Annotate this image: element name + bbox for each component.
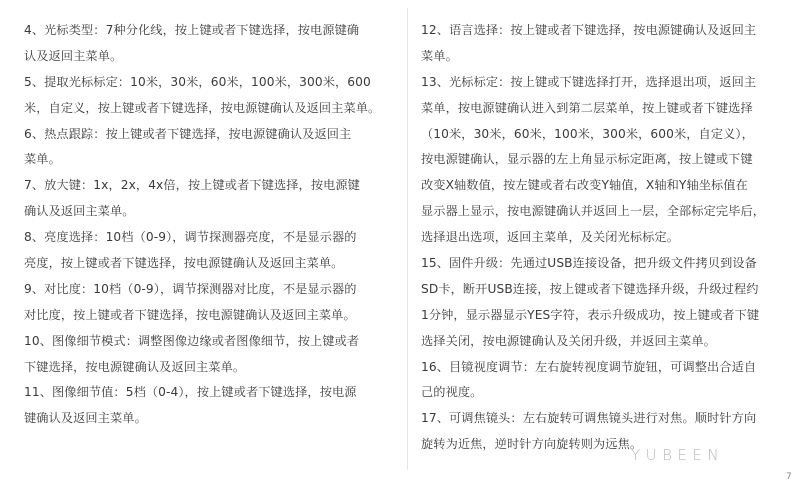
manual-item-line: 菜单，按电源键确认进入到第二层菜单，按上键或者下键选择 bbox=[421, 100, 753, 115]
manual-item-line: 确认及返回主菜单。 bbox=[24, 204, 135, 219]
manual-item bbox=[421, 18, 781, 70]
manual-item-line: 10、图像细节模式：调整图像边缘或者图像细节，按上键或者 bbox=[24, 333, 360, 348]
manual-item-line: 选择退出选项，返回主菜单，及关闭光标标定。 bbox=[421, 230, 680, 245]
manual-item bbox=[24, 380, 394, 432]
manual-item-line: 7、放大键：1x，2x，4x倍，按上键或者下键选择，按电源键 bbox=[24, 178, 360, 193]
manual-item bbox=[421, 70, 781, 251]
manual-item-line: 4、光标类型：7种分化线，按上键或者下键选择，按电源键确 bbox=[24, 23, 360, 37]
manual-item bbox=[24, 122, 394, 174]
manual-item-line: 9、对比度：10档（0-9），调节探测器对比度，不是显示器的 bbox=[24, 281, 357, 296]
page-number: 7 bbox=[786, 472, 792, 482]
manual-item-line: 17、可调焦镜头：左右旋转可调焦镜头进行对焦。顺时针方向 bbox=[421, 411, 757, 426]
manual-item-line: 旋转为近焦，逆时针方向旋转则为远焦。 bbox=[421, 437, 643, 452]
manual-item-line: 菜单。 bbox=[421, 48, 458, 63]
manual-item-line: 认及返回主菜单。 bbox=[24, 48, 123, 63]
column-divider bbox=[407, 8, 408, 470]
manual-item-line: 5、提取光标标定：10米，30米，60米，100米，300米，600 bbox=[24, 74, 371, 89]
manual-item-line: 下键选择，按电源键确认及返回主菜单。 bbox=[24, 359, 246, 374]
manual-item bbox=[24, 277, 394, 329]
manual-item-line: SD卡，断开USB连接，按上键或者下键选择升级，升级过程约 bbox=[421, 281, 759, 296]
manual-item-line: 显示器上显示，按电源键确认并返回上一层，全部标定完毕后， bbox=[421, 204, 766, 219]
manual-item bbox=[421, 406, 781, 458]
manual-item-line: 己的视度。 bbox=[421, 385, 483, 400]
manual-item bbox=[24, 70, 394, 122]
manual-item-line: 改变X轴数值，按左键或者右改变Y轴值，X轴和Y轴坐标值在 bbox=[421, 178, 748, 193]
manual-item bbox=[24, 329, 394, 381]
manual-item-line: 对比度，按上键或者下键选择，按电源键确认及返回主菜单。 bbox=[24, 307, 356, 322]
manual-item-line: 米，自定义，按上键或者下键选择，按电源键确认及返回主菜单。 bbox=[24, 100, 381, 115]
manual-item-line: 16、目镜视度调节：左右旋转视度调节旋钮，可调整出合适自 bbox=[421, 359, 757, 374]
manual-item bbox=[421, 251, 781, 355]
manual-item-line: 按电源键确认，显示器的左上角显示标定距离，按上键或下键 bbox=[421, 152, 753, 167]
manual-item-line: 选择关闭，按电源键确认及关闭升级，并返回主菜单。 bbox=[421, 333, 716, 348]
brand-logo-text: YUBEEN bbox=[631, 446, 725, 464]
manual-item bbox=[24, 225, 394, 277]
left-column bbox=[24, 18, 394, 432]
manual-item-line: 键确认及返回主菜单。 bbox=[24, 411, 147, 426]
manual-item bbox=[24, 18, 394, 70]
manual-item bbox=[24, 173, 394, 225]
manual-item-line: 6、热点跟踪：按上键或者下键选择，按电源键确认及返回主 bbox=[24, 126, 352, 141]
manual-item-line: （10米，30米，60米，100米，300米，600米，自定义）， bbox=[421, 126, 754, 141]
manual-item bbox=[421, 355, 781, 407]
manual-item-line: 15、固件升级：先通过USB连接设备，把升级文件拷贝到设备 bbox=[421, 256, 757, 271]
manual-item-line: 12、语言选择：按上键或者下键选择，按电源键确认及返回主 bbox=[421, 23, 757, 37]
manual-item-line: 菜单。 bbox=[24, 152, 61, 167]
manual-item-line: 1分钟，显示器显示YES字符，表示升级成功，按上键或者下键 bbox=[421, 307, 760, 322]
right-column bbox=[421, 18, 781, 458]
manual-item-line: 11、图像细节值：5档（0-4），按上键或者下键选择，按电源 bbox=[24, 385, 357, 400]
manual-item-line: 8、亮度选择：10档（0-9），调节探测器亮度，不是显示器的 bbox=[24, 230, 357, 245]
manual-item-line: 亮度，按上键或者下键选择，按电源键确认及返回主菜单。 bbox=[24, 256, 344, 271]
manual-item-line: 13、光标标定：按上键或下键选择打开，选择退出项，返回主 bbox=[421, 74, 757, 89]
